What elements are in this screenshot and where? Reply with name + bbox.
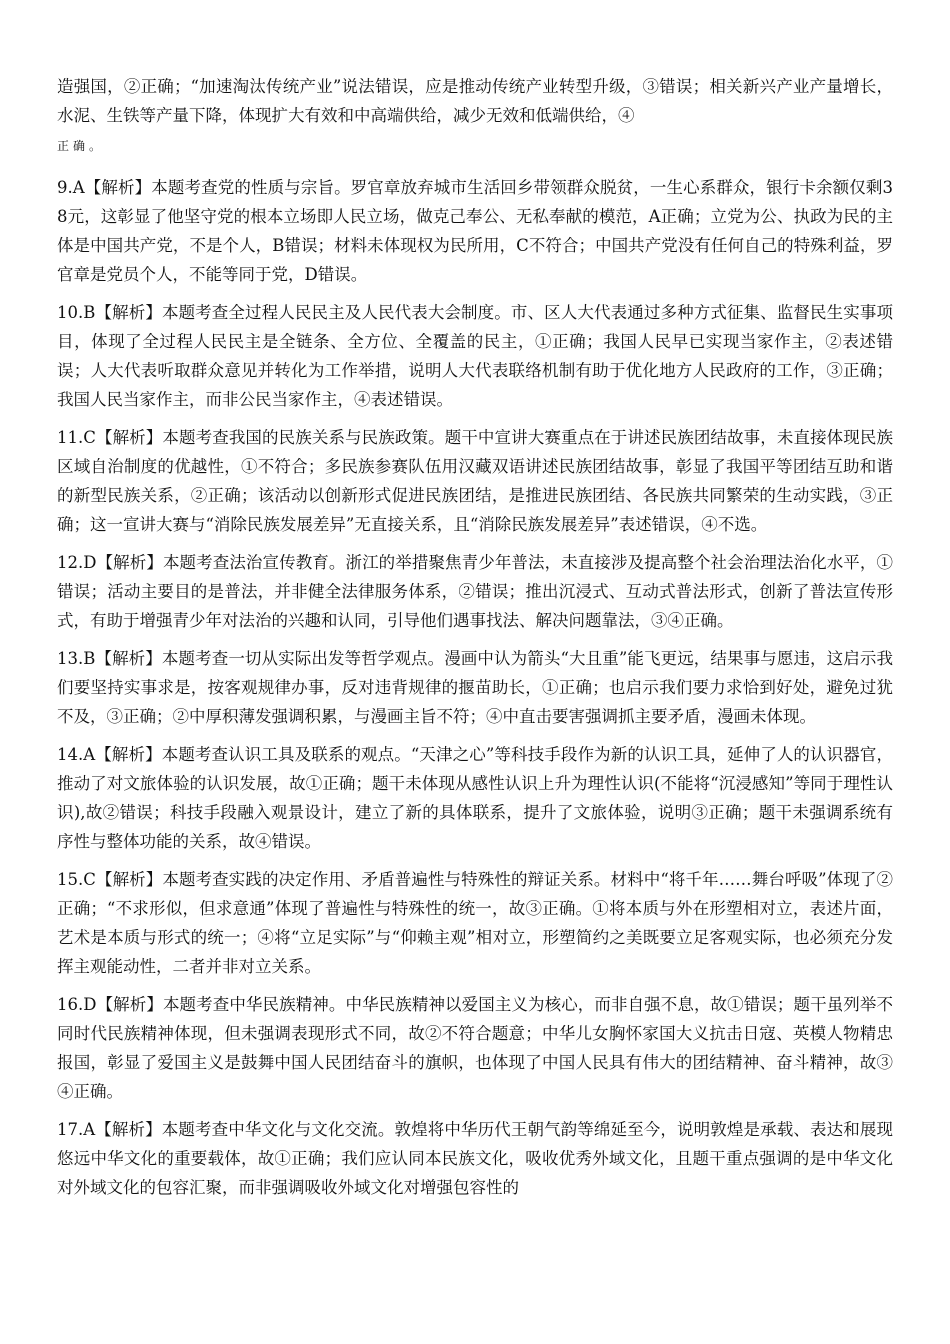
answer-paragraph-10: 10.B【解析】本题考查全过程人民民主及人民代表大会制度。市、区人大代表通过多种方式征集、监督民生实事项目，体现了全过程人民民主是全链条、全方位、全覆盖的民主，①正确；我国人民早已实现当家作主，②表述错误；人大代表听取群众意见并转化为工作举措，说明人大代表联络机制有助于优化地方人民政府的工作，③正确；我国人民当家作主，而非公民当家作主，④表述错误。 xyxy=(57,303,893,409)
answer-paragraph-9: 9.A【解析】本题考查党的性质与宗旨。罗官章放弃城市生活回乡带领群众脱贫，一生心系群众，银行卡余额仅剩38元，这彰显了他坚守党的根本立场即人民立场，做克己奉公、无私奉献的模范，A正确；立党为公、执政为民的主体是中国共产党，不是个人，B错误；材料未体现权为民所用，C不符合；中国共产党没有任何自己的特殊利益，罗官章是党员个人，不能等同于党，D错误。 xyxy=(57,178,893,284)
paragraph-tail: 正确。 xyxy=(57,139,106,153)
answer-paragraph-15: 15.C【解析】本题考查实践的决定作用、矛盾普遍性与特殊性的辩证关系。材料中“将千年……舞台呼吸”体现了②正确；“不求形似，但求意通”体现了普遍性与特殊性的统一，故③正确。①将本质与外在形塑相对立，表述片面，艺术是本质与形式的统一；④将“立足实际”与“仰赖主观”相对立，形塑简约之美既要立足客观实际，也必须充分发挥主观能动性，二者并非对立关系。 xyxy=(57,870,893,976)
paragraph-continuation: 造强国，②正确；“加速淘汰传统产业”说法错误，应是推动传统产业转型升级，③错误；相关新兴产业产量增长，水泥、生铁等产量下降，体现扩大有效和中高端供给，减少无效和低端供给，④ 正确。 xyxy=(57,77,893,153)
answer-paragraph-11: 11.C【解析】本题考查我国的民族关系与民族政策。题干中宣讲大赛重点在于讲述民族团结故事，未直接体现民族区域自治制度的优越性，①不符合；多民族参赛队伍用汉藏双语讲述民族团结故事，彰显了我国平等团结互助和谐的新型民族关系，②正确；该活动以创新形式促进民族团结，是推进民族团结、各民族共同繁荣的生动实践，③正确；这一宣讲大赛与“消除民族发展差异”无直接关系，且“消除民族发展差异”表述错误，④不选。 xyxy=(57,428,893,534)
answer-paragraph-16: 16.D【解析】本题考查中华民族精神。中华民族精神以爱国主义为核心，而非自强不息，故①错误；题干虽列举不同时代民族精神体现，但未强调表现形式不同，故②不符合题意；中华儿女胸怀家国大义抗击日寇、英模人物精忠报国，彰显了爱国主义是鼓舞中国人民团结奋斗的旗帜，也体现了中国人民具有伟大的团结精神、奋斗精神，故③④正确。 xyxy=(57,995,893,1101)
answer-paragraph-12: 12.D【解析】本题考查法治宣传教育。浙江的举措聚焦青少年普法，未直接涉及提高整个社会治理法治化水平，①错误；活动主要目的是普法，并非健全法律服务体系，②错误；推出沉浸式、互动式普法形式，创新了普法宣传形式，有助于增强青少年对法治的兴趣和认同，引导他们遇事找法、解决问题靠法，③④正确。 xyxy=(57,553,893,630)
answer-paragraph-14: 14.A【解析】本题考查认识工具及联系的观点。“天津之心”等科技手段作为新的认识工具，延伸了人的认识器官，推动了对文旅体验的认识发展，故①正确；题干未体现从感性认识上升为理性认识(不能将“沉浸感知”等同于理性认识),故②错误；科技手段融入观景设计，建立了新的具体联系，提升了文旅体验，说明③正确；题干未强调系统有序性与整体功能的关系，故④错误。 xyxy=(57,745,893,851)
document-page xyxy=(57,72,893,1211)
answer-paragraph-17: 17.A【解析】本题考查中华文化与文化交流。敦煌将中华历代王朝气韵等绵延至今，说明敦煌是承载、表达和展现悠远中华文化的重要载体，故①正确；我们应认同本民族文化，吸收优秀外域文化，且题干重点强调的是中华文化对外域文化的包容汇聚，而非强调吸收外域文化对增强包容性的 xyxy=(57,1120,893,1197)
answer-paragraph-13: 13.B【解析】本题考查一切从实际出发等哲学观点。漫画中认为箭头“大且重”能飞更远，结果事与愿违，这启示我们要坚持实事求是，按客观规律办事，反对违背规律的揠苗助长，①正确；也启示我们要力求恰到好处，避免过犹不及，③正确；②中厚积薄发强调积累，与漫画主旨不符；④中直击要害强调抓主要矛盾，漫画未体现。 xyxy=(57,649,893,726)
